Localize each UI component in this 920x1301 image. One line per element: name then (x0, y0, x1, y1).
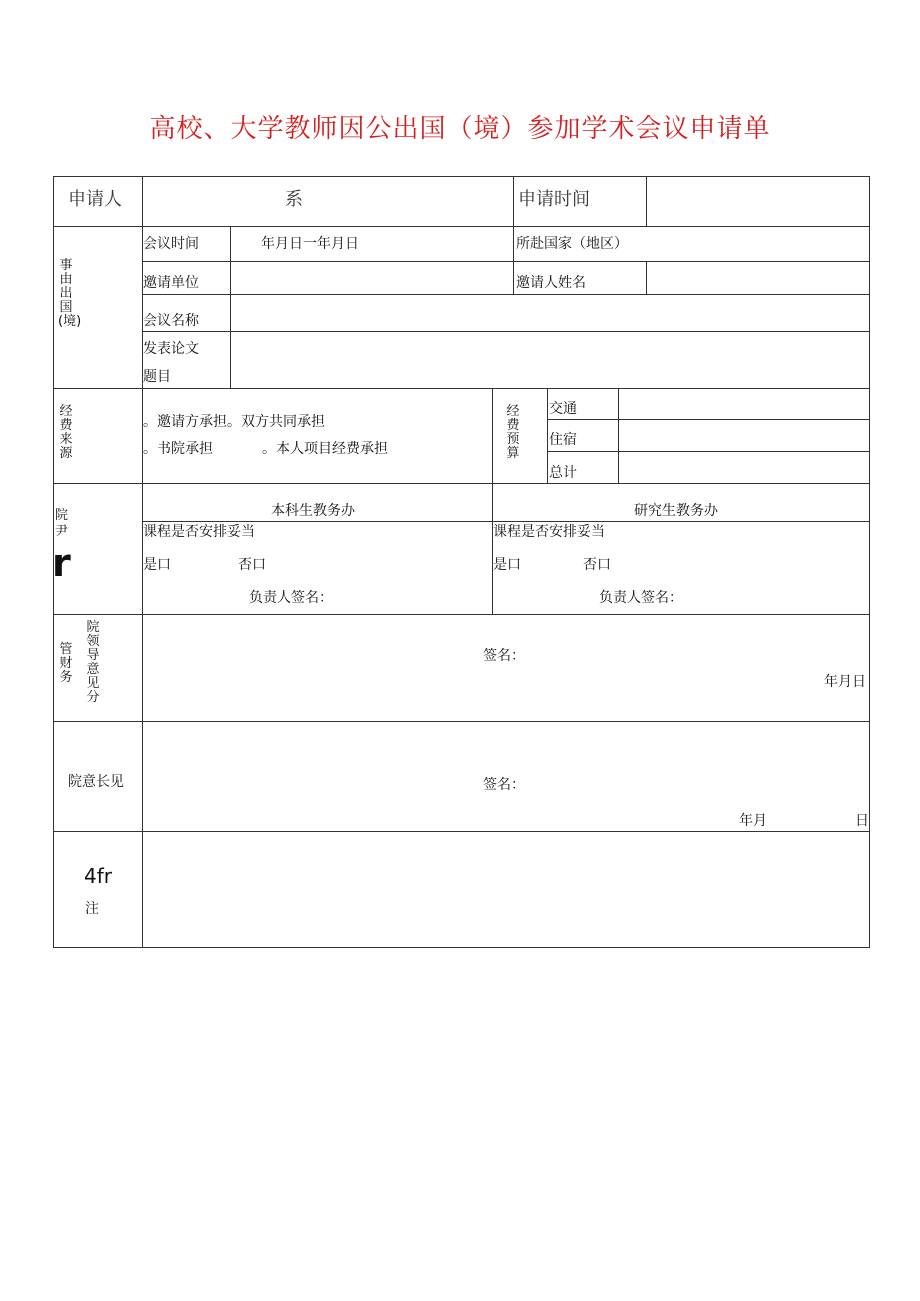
apply-time-label: 申请时间 (518, 189, 590, 210)
ug-yes-checkbox[interactable]: 是口 (143, 557, 171, 573)
page-title: 高校、大学教师因公出国（境）参加学术会议申请单 (149, 114, 771, 144)
ug-no-checkbox[interactable]: 否口 (238, 557, 266, 573)
paper-title-label-1: 发表论文 (143, 341, 199, 357)
funding-source-label: 经费来源 (59, 404, 73, 461)
country-label: 所赴国家（地区） (516, 236, 628, 252)
ug-course-question: 课程是否安排妥当 (143, 524, 255, 540)
remark-label-bottom: 注 (85, 901, 99, 917)
funding-option-3[interactable]: 。本人项目经费承担 (262, 441, 388, 457)
pg-course-question: 课程是否安排妥当 (493, 524, 605, 540)
ug-office-label: 本科生教务办 (271, 503, 355, 519)
inviter-name-field[interactable] (647, 262, 869, 294)
transport-label: 交通 (549, 401, 577, 417)
finance-date: 年月日 (824, 674, 866, 690)
lodging-label: 住宿 (549, 432, 577, 448)
paper-title-label-2: 题目 (143, 369, 171, 385)
application-form (53, 176, 870, 948)
reason-side-label: 事由出国(境) (58, 258, 82, 329)
remark-field[interactable] (143, 832, 869, 947)
applicant-field[interactable] (143, 177, 283, 226)
department-label: 系 (285, 189, 303, 210)
paper-title-field[interactable] (231, 332, 869, 388)
inviter-unit-label: 邀请单位 (143, 275, 199, 291)
finance-right-label: 院领导意见分 (86, 620, 100, 705)
meeting-name-label: 会议名称 (143, 313, 199, 329)
pg-sign-label: 负责人签名： (599, 590, 683, 606)
meeting-time-value[interactable]: 年月日一年月日 (261, 236, 359, 252)
dean-date-ym: 年月 (739, 813, 767, 829)
meeting-time-label: 会议时间 (143, 236, 199, 252)
inviter-unit-field[interactable] (231, 262, 512, 294)
finance-left-label: 管财务 (59, 642, 73, 685)
transport-field[interactable] (619, 389, 869, 419)
college-side-label-1: 院 (55, 508, 69, 523)
department-field[interactable] (304, 177, 512, 226)
total-label: 总计 (549, 465, 577, 481)
pg-yes-checkbox[interactable]: 是口 (493, 557, 521, 573)
college-side-label-2: 尹 (55, 524, 69, 539)
pg-office-label: 研究生教务办 (634, 503, 718, 519)
applicant-label: 申请人 (68, 189, 122, 210)
apply-time-field[interactable] (647, 177, 869, 226)
funding-option-2[interactable]: 。书院承担 (143, 441, 213, 457)
finance-sign-label: 签名： (483, 648, 525, 664)
dean-label: 院意长见 (68, 774, 124, 790)
dean-sign-label: 签名： (483, 777, 525, 793)
college-side-mark: r (52, 541, 71, 585)
pg-no-checkbox[interactable]: 否口 (583, 557, 611, 573)
budget-label: 经费预算 (506, 404, 520, 461)
finance-opinion-field[interactable] (143, 615, 869, 721)
remark-label-top: 4fr (84, 864, 112, 888)
funding-option-1[interactable]: 。邀请方承担。双方共同承担 (143, 414, 325, 430)
country-field[interactable] (647, 227, 869, 261)
meeting-name-field[interactable] (231, 295, 869, 331)
ug-sign-label: 负责人签名： (249, 590, 333, 606)
lodging-field[interactable] (619, 420, 869, 451)
dean-date-d: 日 (855, 813, 869, 829)
inviter-name-label: 邀请人姓名 (516, 275, 586, 291)
dean-opinion-field[interactable] (143, 722, 869, 831)
total-field[interactable] (619, 452, 869, 483)
